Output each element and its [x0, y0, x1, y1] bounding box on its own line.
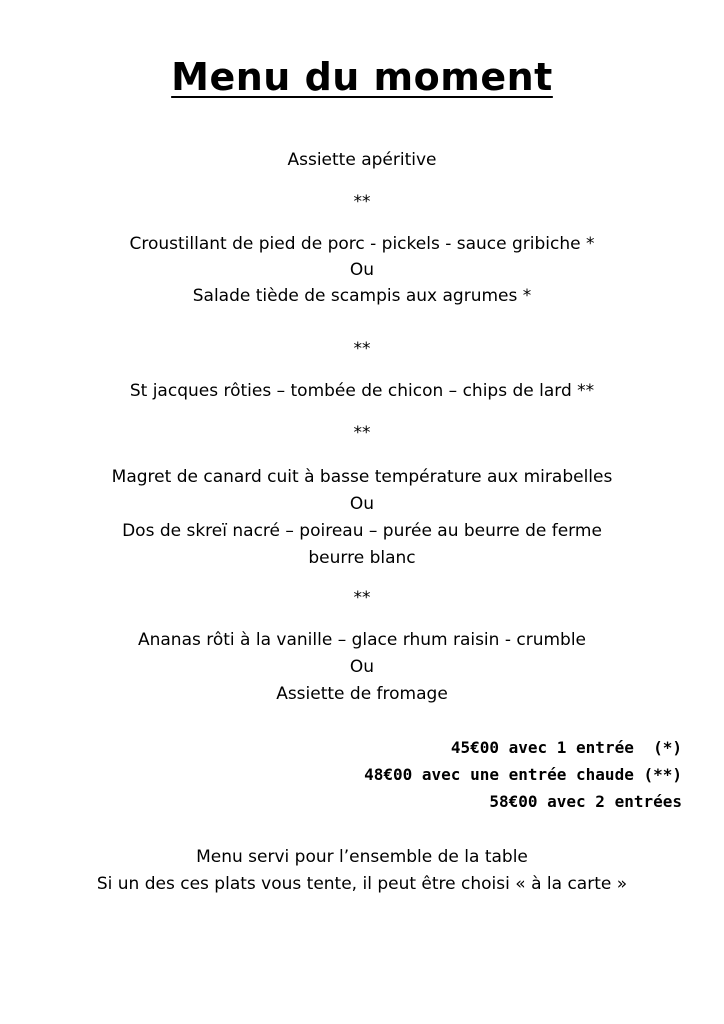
dessert-item-2: Assiette de fromage: [276, 684, 448, 704]
price-line-2: 48€00 avec une entrée chaude (**): [364, 765, 682, 784]
starter-or: Ou: [349, 260, 375, 280]
main-item-2-line-2: beurre blanc: [308, 548, 416, 568]
starter-item-1: Croustillant de pied de porc - pickels - sauce gribiche *: [129, 234, 595, 254]
price-line-1: 45€00 avec 1 entrée (*): [450, 738, 682, 757]
dessert-item-1: Ananas rôti à la vanille – glace rhum raisin - crumble: [137, 630, 587, 650]
aperitif-item: Assiette apéritive: [287, 150, 437, 170]
page-title: Menu du moment: [171, 55, 553, 99]
starter-item-2: Salade tiède de scampis aux agrumes *: [192, 286, 532, 306]
separator: **: [353, 423, 371, 443]
separator: **: [353, 339, 371, 359]
hot-starter-item: St jacques rôties – tombée de chicon – chips de lard **: [129, 381, 595, 401]
price-line-3: 58€00 avec 2 entrées: [489, 792, 682, 811]
dessert-or: Ou: [349, 657, 375, 677]
separator: **: [353, 588, 371, 608]
main-item-2-line-1: Dos de skreï nacré – poireau – purée au beurre de ferme: [122, 521, 602, 541]
main-item-1: Magret de canard cuit à basse température aux mirabelles: [111, 467, 613, 487]
footer-note-1: Menu servi pour l’ensemble de la table: [196, 847, 528, 867]
footer-note-2: Si un des ces plats vous tente, il peut être choisi « à la carte »: [96, 874, 628, 894]
main-or: Ou: [349, 494, 375, 514]
separator: **: [353, 192, 371, 212]
